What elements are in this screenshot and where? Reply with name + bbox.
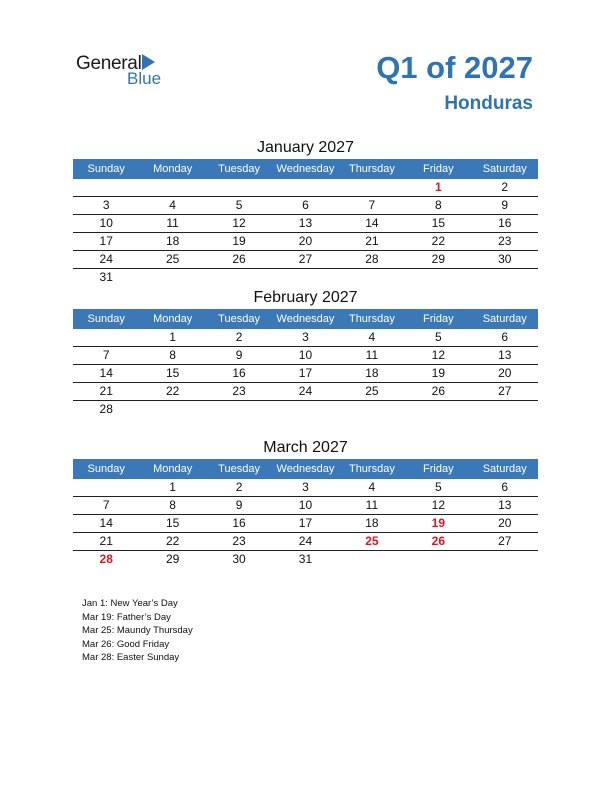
weekday-label: Thursday bbox=[348, 463, 395, 475]
empty-day-cell bbox=[206, 179, 272, 196]
month-title: February 2027 bbox=[253, 289, 358, 306]
day-cell: 11 bbox=[166, 216, 179, 230]
weekday-header bbox=[73, 309, 538, 329]
day-cell: 9 bbox=[501, 198, 509, 212]
week-row bbox=[73, 401, 538, 418]
day-cell: 9 bbox=[235, 498, 243, 512]
day-cell: 19 bbox=[232, 234, 246, 248]
week-row bbox=[73, 269, 538, 286]
day-cell: 2 bbox=[235, 480, 243, 494]
day-cell: 12 bbox=[232, 216, 246, 230]
weekday-label: Sunday bbox=[87, 313, 125, 325]
empty-day-cell bbox=[73, 179, 139, 196]
day-cell: 27 bbox=[498, 534, 512, 548]
day-cell: 3 bbox=[102, 198, 110, 212]
empty-day-cell bbox=[206, 269, 272, 286]
day-cell: 21 bbox=[99, 534, 113, 548]
holiday-item: Mar 19: Father’s Day bbox=[82, 611, 171, 623]
day-cell: 5 bbox=[434, 480, 442, 494]
day-cell: 24 bbox=[99, 252, 113, 266]
weekday-label: Saturday bbox=[482, 163, 527, 175]
day-cell: 27 bbox=[298, 252, 313, 266]
holiday-item: Jan 1: New Year’s Day bbox=[82, 598, 178, 609]
weekday-label: Wednesday bbox=[276, 463, 335, 475]
weekday-header bbox=[73, 159, 538, 179]
day-cell: 24 bbox=[298, 534, 313, 548]
day-cell: 23 bbox=[498, 234, 512, 248]
day-cell: 25 bbox=[365, 384, 379, 398]
day-cell: 11 bbox=[365, 348, 379, 362]
day-cell: 17 bbox=[298, 366, 313, 380]
day-cell: 3 bbox=[302, 330, 309, 344]
week-row bbox=[73, 515, 538, 533]
day-cell: 21 bbox=[99, 384, 113, 398]
day-cell: 23 bbox=[232, 384, 246, 398]
day-cell: 28 bbox=[365, 252, 379, 266]
weekday-header bbox=[73, 459, 538, 479]
page-title: Q1 of 2027 bbox=[376, 50, 533, 85]
day-cell: 8 bbox=[434, 198, 442, 212]
empty-day-cell bbox=[139, 269, 205, 286]
day-cell: 20 bbox=[298, 234, 313, 248]
day-cell: 16 bbox=[232, 366, 246, 380]
day-cell: 25 bbox=[365, 534, 379, 548]
day-cell: 12 bbox=[431, 498, 445, 512]
day-cell: 30 bbox=[498, 252, 512, 266]
day-cell: 23 bbox=[232, 534, 246, 548]
logo-flag-icon bbox=[142, 54, 155, 70]
day-cell: 21 bbox=[365, 234, 379, 248]
empty-day-cell bbox=[139, 401, 205, 418]
day-cell: 15 bbox=[165, 366, 180, 380]
day-cell: 14 bbox=[365, 216, 379, 230]
weekday-label: Tuesday bbox=[218, 463, 260, 475]
day-cell: 29 bbox=[431, 252, 445, 266]
empty-day-cell bbox=[405, 401, 471, 418]
week-row bbox=[73, 479, 538, 497]
day-cell: 25 bbox=[165, 252, 180, 266]
day-cell: 17 bbox=[298, 516, 313, 530]
day-cell: 1 bbox=[434, 180, 442, 194]
day-cell: 7 bbox=[368, 198, 376, 212]
day-cell: 10 bbox=[298, 348, 313, 362]
holiday-item: Mar 26: Good Friday bbox=[82, 638, 170, 650]
week-row bbox=[73, 383, 538, 401]
day-cell: 6 bbox=[501, 330, 509, 344]
day-cell: 15 bbox=[431, 216, 445, 230]
month-title: March 2027 bbox=[263, 439, 348, 456]
week-row bbox=[73, 197, 538, 215]
day-cell: 17 bbox=[99, 234, 113, 248]
day-cell: 5 bbox=[235, 198, 243, 212]
day-cell: 28 bbox=[99, 402, 113, 416]
month-february bbox=[73, 287, 538, 418]
weekday-label: Wednesday bbox=[276, 163, 335, 175]
day-cell: 19 bbox=[431, 516, 445, 530]
day-cell: 20 bbox=[498, 366, 512, 380]
week-row bbox=[73, 533, 538, 551]
day-cell: 20 bbox=[498, 516, 512, 530]
day-cell: 4 bbox=[169, 198, 176, 212]
empty-day-cell bbox=[472, 551, 538, 568]
weekday-label: Wednesday bbox=[276, 313, 335, 325]
weekday-label: Tuesday bbox=[218, 313, 260, 325]
week-row bbox=[73, 347, 538, 365]
week-row bbox=[73, 497, 538, 515]
empty-day-cell bbox=[339, 551, 405, 568]
day-cell: 5 bbox=[434, 330, 442, 344]
day-cell: 2 bbox=[501, 180, 509, 194]
month-title: January 2027 bbox=[257, 139, 354, 156]
day-cell: 3 bbox=[302, 480, 309, 494]
day-cell: 14 bbox=[99, 366, 113, 380]
day-cell: 31 bbox=[99, 270, 113, 284]
week-row bbox=[73, 251, 538, 269]
day-cell: 7 bbox=[102, 498, 110, 512]
day-cell: 12 bbox=[431, 348, 445, 362]
generalblue-logo bbox=[76, 52, 186, 92]
day-cell: 10 bbox=[298, 498, 313, 512]
empty-day-cell bbox=[272, 179, 338, 196]
day-cell: 26 bbox=[232, 252, 246, 266]
day-cell: 30 bbox=[232, 552, 246, 566]
week-row bbox=[73, 215, 538, 233]
day-cell: 6 bbox=[501, 480, 509, 494]
empty-day-cell bbox=[405, 551, 471, 568]
day-cell: 8 bbox=[169, 348, 176, 362]
holiday-item: Mar 25: Maundy Thursday bbox=[82, 625, 193, 636]
day-cell: 28 bbox=[99, 552, 113, 566]
month-january bbox=[73, 137, 538, 286]
empty-day-cell bbox=[339, 401, 405, 418]
day-cell: 13 bbox=[298, 216, 313, 230]
weekday-label: Friday bbox=[423, 163, 454, 175]
day-cell: 14 bbox=[99, 516, 113, 530]
weekday-label: Tuesday bbox=[218, 163, 260, 175]
day-cell: 10 bbox=[99, 216, 113, 230]
holiday-item: Mar 28: Easter Sunday bbox=[82, 652, 180, 663]
week-row bbox=[73, 329, 538, 347]
day-cell: 18 bbox=[165, 234, 180, 248]
day-cell: 18 bbox=[365, 516, 379, 530]
day-cell: 22 bbox=[165, 534, 180, 548]
day-cell: 8 bbox=[169, 498, 176, 512]
day-cell: 13 bbox=[498, 498, 512, 512]
weekday-label: Saturday bbox=[482, 463, 527, 475]
day-cell: 1 bbox=[169, 480, 176, 494]
empty-day-cell bbox=[206, 401, 272, 418]
day-cell: 27 bbox=[498, 384, 512, 398]
empty-day-cell bbox=[339, 179, 405, 196]
day-cell: 29 bbox=[165, 552, 180, 566]
empty-day-cell bbox=[73, 329, 139, 346]
weekday-label: Thursday bbox=[348, 163, 395, 175]
day-cell: 4 bbox=[368, 330, 376, 344]
empty-day-cell bbox=[472, 401, 538, 418]
weekday-label: Monday bbox=[153, 463, 193, 475]
day-cell: 15 bbox=[165, 516, 180, 530]
logo-text-general: General bbox=[76, 53, 142, 74]
weekday-label: Thursday bbox=[348, 313, 395, 325]
empty-day-cell bbox=[339, 269, 405, 286]
week-row bbox=[73, 551, 538, 568]
weekday-label: Sunday bbox=[87, 463, 125, 475]
empty-day-cell bbox=[472, 269, 538, 286]
holiday-list bbox=[82, 597, 193, 665]
weekday-label: Sunday bbox=[87, 163, 125, 175]
logo-text-blue: Blue bbox=[127, 69, 162, 88]
weekday-label: Friday bbox=[423, 313, 454, 325]
day-cell: 4 bbox=[368, 480, 376, 494]
day-cell: 24 bbox=[298, 384, 313, 398]
empty-day-cell bbox=[139, 179, 205, 196]
empty-day-cell bbox=[405, 269, 471, 286]
weekday-label: Friday bbox=[423, 463, 454, 475]
day-cell: 26 bbox=[431, 384, 445, 398]
week-row bbox=[73, 365, 538, 383]
day-cell: 16 bbox=[498, 216, 512, 230]
day-cell: 16 bbox=[232, 516, 246, 530]
day-cell: 2 bbox=[235, 330, 243, 344]
day-cell: 7 bbox=[102, 348, 110, 362]
day-cell: 1 bbox=[169, 330, 176, 344]
day-cell: 11 bbox=[365, 498, 379, 512]
week-row bbox=[73, 179, 538, 197]
weekday-label: Monday bbox=[153, 313, 193, 325]
day-cell: 19 bbox=[431, 366, 445, 380]
day-cell: 6 bbox=[302, 198, 309, 212]
weekday-label: Monday bbox=[153, 163, 193, 175]
day-cell: 13 bbox=[498, 348, 512, 362]
day-cell: 31 bbox=[298, 552, 313, 566]
country-name: Honduras bbox=[444, 93, 533, 114]
weekday-label: Saturday bbox=[482, 313, 527, 325]
empty-day-cell bbox=[272, 401, 338, 418]
empty-day-cell bbox=[73, 479, 139, 496]
empty-day-cell bbox=[272, 269, 338, 286]
day-cell: 18 bbox=[365, 366, 379, 380]
month-march bbox=[73, 437, 538, 568]
day-cell: 26 bbox=[431, 534, 445, 548]
day-cell: 9 bbox=[235, 348, 243, 362]
week-row bbox=[73, 233, 538, 251]
day-cell: 22 bbox=[431, 234, 445, 248]
day-cell: 22 bbox=[165, 384, 180, 398]
